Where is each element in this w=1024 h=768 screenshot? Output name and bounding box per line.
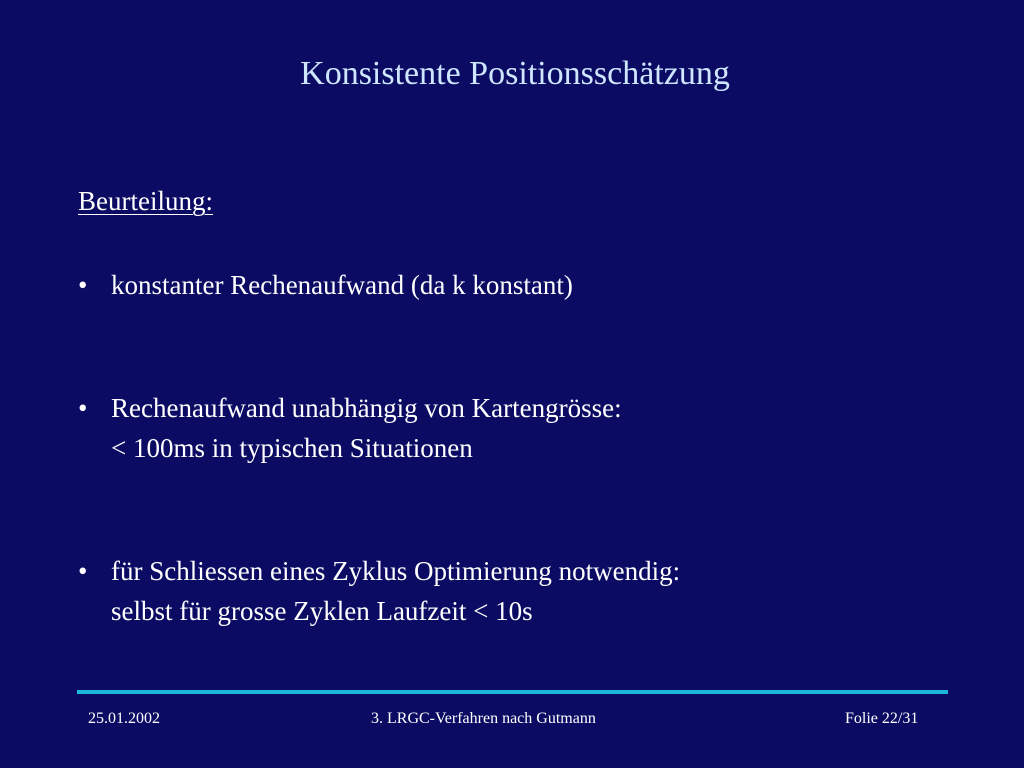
- bullet-line: < 100ms in typischen Situationen: [111, 433, 473, 463]
- bullet-line: konstanter Rechenaufwand (da k konstant): [111, 270, 573, 300]
- bullet-line: für Schliessen eines Zyklus Optimierung notwendig:: [111, 556, 681, 586]
- bullet-text: [111, 388, 622, 468]
- bullet-line: Rechenaufwand unabhängig von Kartengrösse:: [111, 393, 622, 423]
- bullet-icon: •: [78, 270, 88, 300]
- bullet-text: [111, 551, 680, 631]
- footer-divider: [77, 690, 948, 694]
- bullet-icon: •: [78, 556, 88, 586]
- footer-page-number: Folie 22/31: [845, 710, 919, 727]
- slide-title: Konsistente Positionsschätzung: [300, 55, 730, 92]
- bullet-text: [111, 265, 573, 305]
- section-heading: Beurteilung:: [78, 186, 213, 216]
- bullet-icon: •: [78, 393, 88, 423]
- footer-topic: 3. LRGC-Verfahren nach Gutmann: [371, 710, 596, 727]
- bullet-line: selbst für grosse Zyklen Laufzeit < 10s: [111, 596, 533, 626]
- footer-date: 25.01.2002: [88, 710, 160, 727]
